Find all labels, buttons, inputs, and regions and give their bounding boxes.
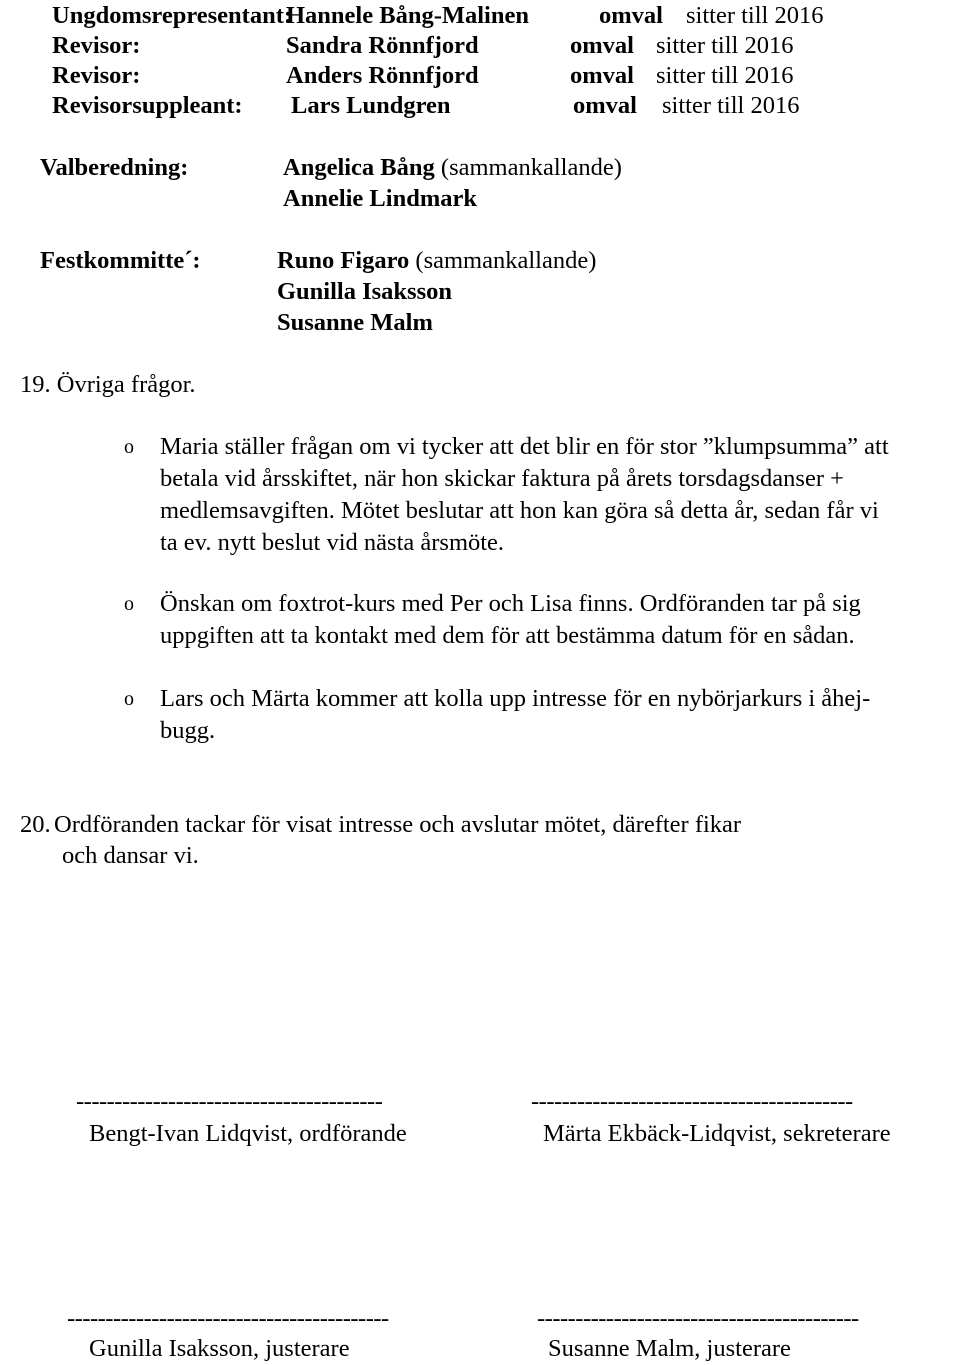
role-term: sitter till 2016 [656,62,794,89]
role-name: Sandra Rönnfjord [286,32,479,59]
role-label: Ungdomsrepresentant: [52,2,293,29]
signature-line: ------------------------------------------ [537,1305,859,1332]
festkommitte-label: Festkommitte´: [40,247,201,274]
bullet-marker: o [124,593,134,615]
valberedning-member: Annelie Lindmark [283,185,477,212]
role-name: Lars Lundgren [291,92,451,119]
festkommitte-member: Gunilla Isaksson [277,278,452,305]
role-status: omval [573,92,637,119]
role-name: Hannele Bång-Malinen [286,2,529,29]
paragraph-line: betala vid årsskiftet, när hon skickar faktura på årets torsdagsdanser + [160,465,844,492]
signature-name: Bengt-Ivan Lidqvist, ordförande [89,1120,407,1147]
section-19-heading: 19. Övriga frågor. [20,371,196,398]
paragraph-line: bugg. [160,717,216,744]
section-20-line: och dansar vi. [62,842,199,869]
signature-line: ---------------------------------------- [76,1088,383,1115]
member-name: Runo Figaro [277,247,410,274]
paragraph-line: ta ev. nytt beslut vid nästa årsmöte. [160,529,505,556]
signature-line: ------------------------------------------ [531,1088,853,1115]
role-status: omval [599,2,663,29]
section-20-number: 20. [20,811,51,838]
member-name: Angelica Bång [283,154,435,181]
signature-line: ------------------------------------------ [67,1305,389,1332]
festkommitte-member [277,249,596,274]
role-status: omval [570,32,634,59]
paragraph-line: Önskan om foxtrot-kurs med Per och Lisa finns. Ordföranden tar på sig [160,590,861,617]
paragraph-line: Maria ställer frågan om vi tycker att det blir en för stor ”klumpsumma” att [160,433,889,460]
role-term: sitter till 2016 [656,32,794,59]
paragraph-line: Lars och Märta kommer att kolla upp intresse för en nybörjarkurs i åhej- [160,685,871,712]
paragraph-line: medlemsavgiften. Mötet beslutar att hon kan göra så detta år, sedan får vi [160,497,879,524]
role-term: sitter till 2016 [686,2,824,29]
signature-name: Susanne Malm, justerare [548,1335,791,1362]
valberedning-member [283,156,622,181]
valberedning-label: Valberedning: [40,154,189,181]
section-20-line: Ordföranden tackar för visat intresse och avslutar mötet, därefter fikar [54,811,742,838]
signature-name: Märta Ekbäck-Lidqvist, sekreterare [543,1120,891,1147]
role-label: Revisorsuppleant: [52,92,243,119]
signature-name: Gunilla Isaksson, justerare [89,1335,350,1362]
bullet-marker: o [124,436,134,458]
festkommitte-member: Susanne Malm [277,309,433,336]
member-note: (sammankallande) [440,154,622,181]
role-name: Anders Rönnfjord [286,62,479,89]
paragraph-line: uppgiften att ta kontakt med dem för att bestämma datum för en sådan. [160,622,855,649]
bullet-marker: o [124,688,134,710]
role-label: Revisor: [52,32,141,59]
role-term: sitter till 2016 [662,92,800,119]
role-status: omval [570,62,634,89]
role-label: Revisor: [52,62,141,89]
member-note: (sammankallande) [415,247,597,274]
